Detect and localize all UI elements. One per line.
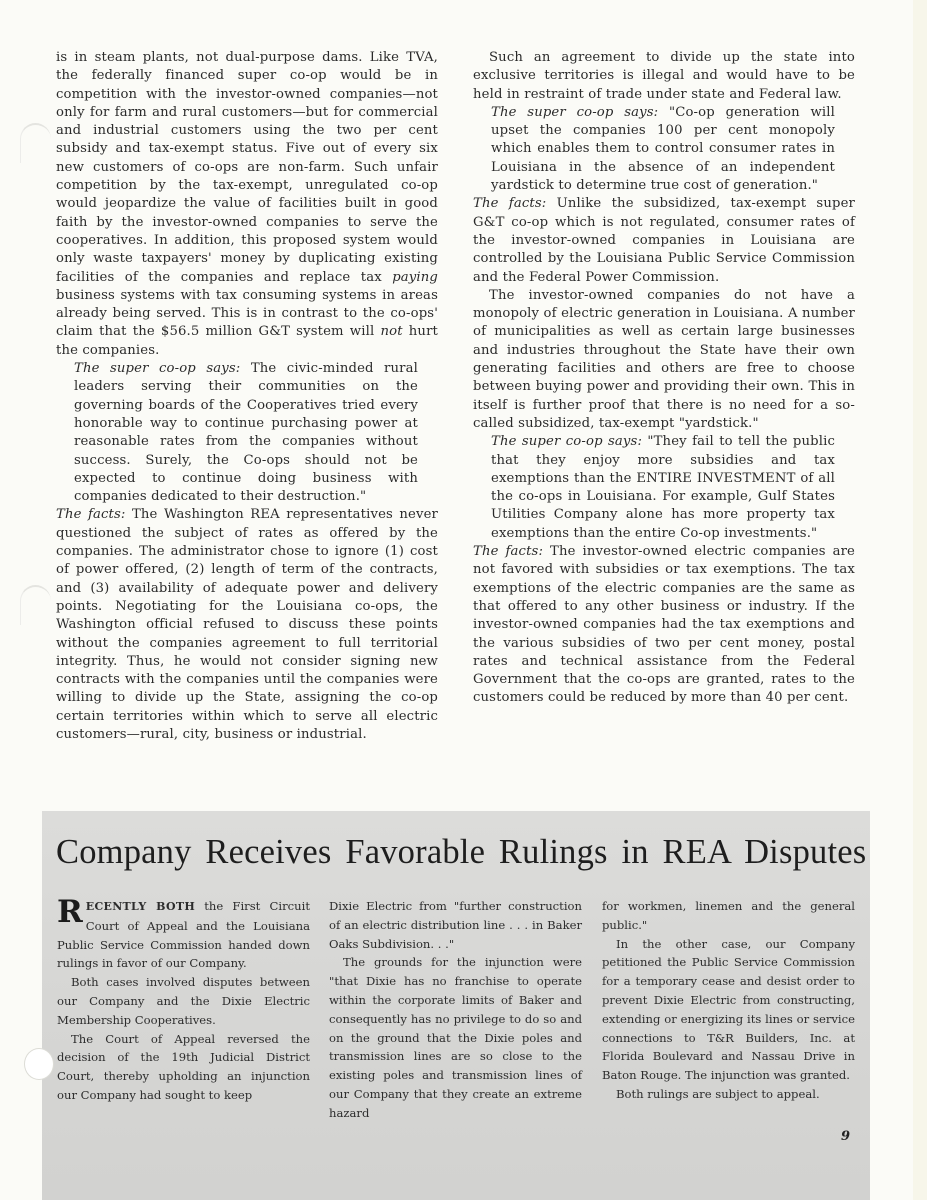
emphasis-text: paying (392, 269, 438, 285)
emphasis-text: not (380, 324, 403, 340)
binder-hole-mark (20, 123, 51, 163)
story-paragraph: for workmen, linemen and the general public." (602, 899, 855, 932)
story-column-3 (602, 897, 855, 1104)
story-paragraph: Both rulings are subject to appeal. (616, 1086, 820, 1101)
facts-label: The facts: (473, 544, 544, 560)
facts-text: The investor-owned electric companies are not favored with subsidies or tax exemptions. The tax exemptions of the electric companies are the same as that offered to any other business or industry. If the investor-owned companies had the tax exemptions and the various subsidies of two per cent money, postal rates and technical assistance from the Federal Government that the co-ops are granted, rates to the customers could be reduced by more than 40 per cent. (473, 544, 855, 706)
lead-text: the First Circuit Court of Appeal and the Louisiana Public Service Commission handed down rulings in favor of our Company. (57, 899, 310, 971)
facts-text: The Washington REA representatives never questioned the subject of rates as offered by the companies. The administrator chose to ignore (1) cost of power offered, (2) length of term of the contracts, and (3) availability of adequate power and delivery points. Negotiating for the Louisiana co-ops, the Washington official refused to discuss these points without the companies agreement to full territorial integrity. Thus, he would not consider signing new contracts with the companies until the companies were willing to divide up the State, assigning the co-op certain territories within which to serve all electric customers—rural, city, business or industrial. (56, 507, 438, 742)
facts-paragraph (56, 506, 438, 744)
sidebar-story-box (42, 811, 870, 1200)
quote-label: The super co-op says: (491, 434, 643, 450)
binder-hole-mark (20, 585, 51, 625)
story-paragraph: In the other case, our Company petitioned the Public Service Commission for a temporary cease and desist order to prevent Dixie Electric from constructing, extending or energizing its lines or service connections to T&R Builders, Inc. at Florida Boulevard and Nassau Drive in Baton Rouge. The injunction was granted. (602, 936, 855, 1083)
facts-paragraph (473, 195, 855, 286)
lead-paragraph (57, 894, 310, 973)
story-column-1 (57, 894, 310, 1105)
super-coop-quote (473, 433, 855, 543)
facts-label: The facts: (56, 507, 126, 523)
story-paragraph: Both cases involved disputes between our Company and the Dixie Electric Membership Cooperatives. (57, 975, 310, 1027)
facts-label: The facts: (473, 196, 547, 212)
story-headline: Company Receives Favorable Rulings in REA Disputes (56, 833, 867, 871)
facts-text: Unlike the subsidized, tax-exempt super G&T co-op which is not regulated, consumer rates of the investor-owned companies in Louisiana are controlled by the Louisiana Public Service Commission and the Federal Power Commission. (473, 196, 855, 285)
story-paragraph: The Court of Appeal reversed the decision of the 19th Judicial District Court, thereby upholding an injunction our Company had sought to keep (57, 1031, 310, 1102)
drop-cap: R (57, 894, 83, 930)
facts-paragraph (473, 543, 855, 708)
text-run: is in steam plants, not dual-purpose dams. Like TVA, the federally financed super co-op would be in competition with the investor-owned companies—not only for farm and rural customers—but for commercial and industrial customers using the two per cent subsidy and tax-exempt status. Five out of every six new customers of co-ops are non-farm. Such unfair competition by the tax-exempt, unregulated co-op would jeopardize the value of facilities built in good faith by the investor-owned companies to serve the cooperatives. In addition, this proposed system would only waste taxpayers' money by duplicating existing facilities of the companies and replace tax (56, 50, 438, 285)
body-paragraph: Such an agreement to divide up the state into exclusive territories is illegal and would have to be held in restraint of trade under state and Federal law. (473, 50, 855, 102)
body-paragraph (56, 49, 438, 360)
super-coop-quote (473, 104, 855, 195)
super-coop-quote (56, 360, 438, 506)
quote-label: The super co-op says: (74, 361, 241, 377)
story-column-2 (329, 897, 582, 1123)
article-right-column (473, 49, 855, 708)
body-paragraph: The investor-owned companies do not have a monopoly of electric generation in Louisiana. A number of municipalities as well as certain large businesses and industries throughout the State have their own generating facilities and others are free to choose between buying power and providing their own. This in itself is further proof that there is no need for a so-called subsidized, tax-exempt "yardstick." (473, 287, 855, 431)
quote-text: "They fail to tell the public that they enjoy more subsidies and tax exemptions than the ENTIRE INVESTMENT of all the co-ops in Louisiana. For example, Gulf States Utilities Company alone has more property tax exemptions than the entire Co-op investments." (491, 434, 836, 541)
quote-text: The civic-minded rural leaders serving their communities on the governing boards of the Cooperatives tried every honorable way to continue purchasing power at reasonable rates from the companies without success. Surely, the Co-ops should not be expected to continue doing business with companies dedicated to their destruction." (74, 361, 418, 505)
article-left-column (56, 49, 438, 744)
quote-text: "Co-op generation will upset the companies 100 per cent monopoly which enables them to control consumer rates in Louisiana in the absence of an independent yardstick to determine true cost of generation." (491, 104, 835, 194)
text-run: business systems with tax consuming systems in areas already being served. This is in contrast to the co-ops' claim that the $56.5 million G&T system will (56, 287, 438, 340)
binder-hole (24, 1048, 54, 1080)
story-paragraph: The grounds for the injunction were "that Dixie has no franchise to operate within the corporate limits of Baker and consequently has no privilege to do so and on the ground that the Dixie poles and transmission lines are so close to the existing poles and transmission lines of our Company that they create an extreme hazard (329, 955, 582, 1120)
page-number: 9 (840, 1129, 850, 1144)
page-edge (913, 0, 927, 1200)
story-paragraph: Dixie Electric from "further construction of an electric distribution line . . . in Baker Oaks Subdivision. . ." (329, 899, 582, 951)
text-run: hurt the companies. (56, 324, 438, 358)
quote-label: The super co-op says: (491, 104, 659, 120)
lead-caps: ECENTLY BOTH (85, 900, 196, 913)
